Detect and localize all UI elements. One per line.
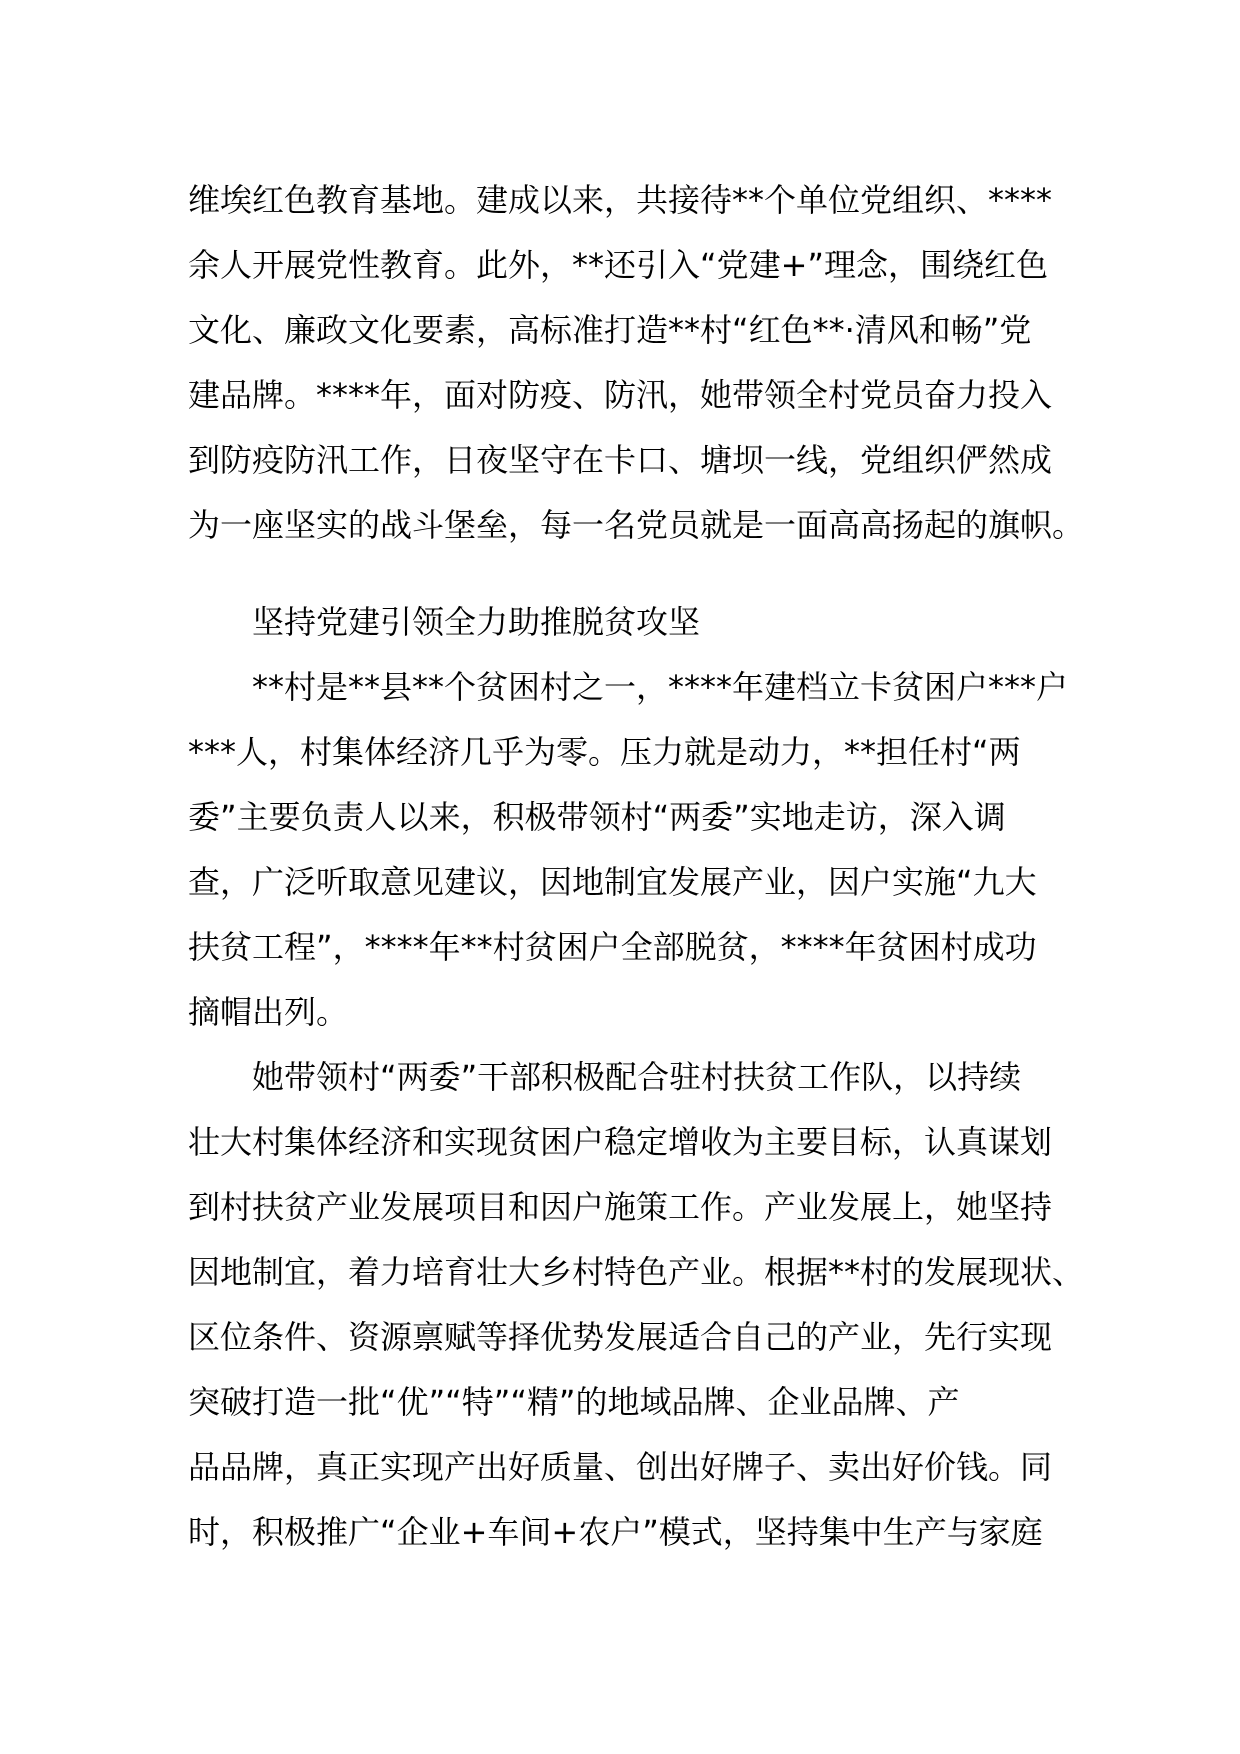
text-line: 余人开展党性教育。此外，**还引入“党建+”理念，围绕红色 <box>188 246 1048 284</box>
text-line: 文化、廉政文化要素，高标准打造**村“红色**·清风和畅”党 <box>188 311 1032 349</box>
text-line: 建品牌。****年，面对防疫、防汛，她带领全村党员奋力投入 <box>188 376 1053 414</box>
text-line: 品品牌，真正实现产出好质量、创出好牌子、卖出好价钱。同 <box>188 1448 1053 1486</box>
text-line: 突破打造一批“优”“特”“精”的地域品牌、企业品牌、产 <box>188 1383 960 1421</box>
text-line: 委”主要负责人以来，积极带领村“两委”实地走访，深入调 <box>188 798 1006 836</box>
text-line: 为一座坚实的战斗堡垒，每一名党员就是一面高高扬起的旗帜。 <box>188 506 1085 544</box>
text-line: 摘帽出列。 <box>188 993 349 1031</box>
text-line: 维埃红色教育基地。建成以来，共接待**个单位党组织、**** <box>188 181 1053 219</box>
section-heading: 坚持党建引领全力助推脱贫攻坚 <box>252 603 701 641</box>
paragraph-2 <box>188 655 1068 1045</box>
paragraph-1 <box>188 168 1085 558</box>
text-line: 扶贫工程”，****年**村贫困户全部脱贫，****年贫困村成功 <box>188 928 1037 966</box>
text-line: 区位条件、资源禀赋等择优势发展适合自己的产业，先行实现 <box>188 1318 1053 1356</box>
text-line: 到村扶贫产业发展项目和因户施策工作。产业发展上，她坚持 <box>188 1188 1053 1226</box>
text-line: 壮大村集体经济和实现贫困户稳定增收为主要目标，认真谋划 <box>188 1123 1053 1161</box>
paragraph-spacer <box>188 558 1068 590</box>
text-line: 因地制宜，着力培育壮大乡村特色产业。根据**村的发展现状、 <box>188 1253 1085 1291</box>
text-line: ***人，村集体经济几乎为零。压力就是动力，**担任村“两 <box>188 733 1021 771</box>
paragraph-3 <box>188 1045 1085 1565</box>
text-line: 时，积极推广“企业+车间+农户”模式，坚持集中生产与家庭 <box>188 1513 1043 1551</box>
text-line: **村是**县**个贫困村之一，****年建档立卡贫困户***户 <box>252 668 1069 706</box>
text-line: 到防疫防汛工作，日夜坚守在卡口、塘坝一线，党组织俨然成 <box>188 441 1053 479</box>
text-line: 她带领村“两委”干部积极配合驻村扶贫工作队，以持续 <box>252 1058 1022 1096</box>
text-line: 查，广泛听取意见建议，因地制宜发展产业，因户实施“九大 <box>188 863 1037 901</box>
document-page <box>188 168 1085 1565</box>
